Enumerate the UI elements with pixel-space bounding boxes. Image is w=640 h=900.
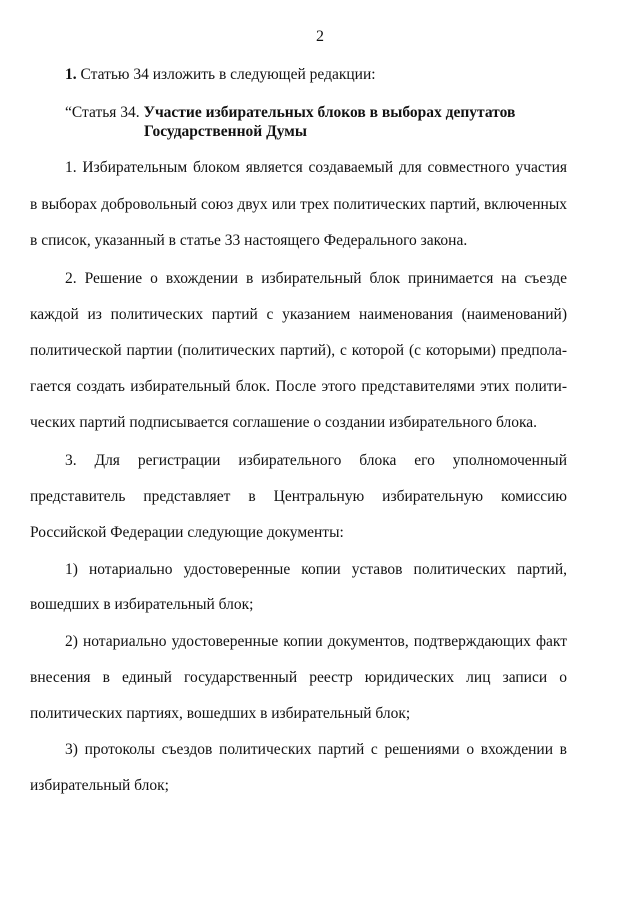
list-item-line: 1) нотариально удостоверенные копии уставов политических партий, xyxy=(65,561,567,578)
paragraph-line: в выборах добровольный союз двух или трех политических партий, включенных xyxy=(30,196,567,213)
article-heading xyxy=(65,104,515,122)
list-item-line: вошедших в избирательный блок; xyxy=(30,596,254,613)
article-prefix: “Статья 34. xyxy=(65,104,144,121)
paragraph-line: 3. Для регистрации избирательного блока его уполномоченный xyxy=(65,452,567,469)
paragraph-line: представитель представляет в Центральную избирательную комиссию xyxy=(30,488,567,505)
paragraph-line: каждой из политических партий с указанием наименования (наименований) xyxy=(30,306,567,323)
paragraph-line: ческих партий подписывается соглашение о создании избирательного блока. xyxy=(30,414,537,431)
paragraph-line: Российской Федерации следующие документы: xyxy=(30,524,344,541)
list-item-line: внесения в единый государственный реестр юридических лиц записи о xyxy=(30,669,567,686)
list-item-line: 2) нотариально удостоверенные копии документов, подтверждающих факт xyxy=(65,633,567,650)
paragraph-line: гается создать избирательный блок. После этого представителями этих полити- xyxy=(30,378,567,395)
paragraph-line: политической партии (политических партий), с которой (с которыми) предпола- xyxy=(30,342,567,359)
list-item-line: политических партиях, вошедших в избирательный блок; xyxy=(30,705,411,722)
intro-line xyxy=(65,66,567,84)
list-item-line: 3) протоколы съездов политических партий с решениями о вхождении в xyxy=(65,741,567,758)
intro-number: 1. xyxy=(65,66,77,83)
paragraph-line: 2. Решение о вхождении в избирательный блок принимается на съезде xyxy=(65,270,567,287)
intro-text: Статью 34 изложить в следующей редакции: xyxy=(76,66,376,83)
list-item-line: избирательный блок; xyxy=(30,777,169,794)
page-number: 2 xyxy=(316,28,324,45)
article-title-line1: Участие избирательных блоков в выборах депутатов xyxy=(143,104,516,121)
paragraph-line: в список, указанный в статье 33 настоящего Федерального закона. xyxy=(30,232,468,249)
paragraph-line: 1. Избирательным блоком является создаваемый для совместного участия xyxy=(65,159,567,176)
article-title-line2: Государственной Думы xyxy=(144,123,307,140)
